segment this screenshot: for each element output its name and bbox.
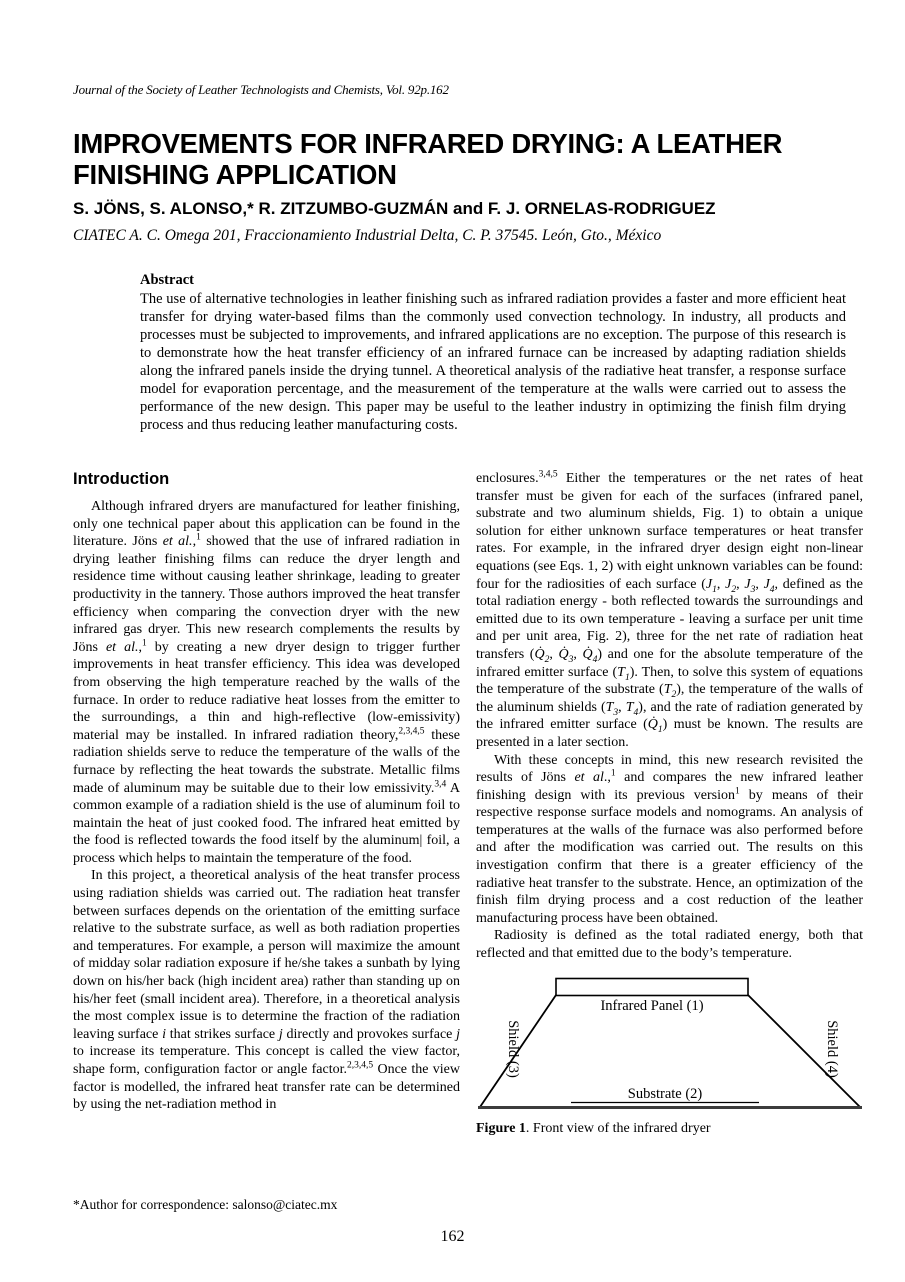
two-column-body (73, 470, 863, 1137)
substrate-label: Substrate (2) (627, 1085, 703, 1102)
left-column (73, 470, 460, 1137)
intro-paragraph-3: enclosures.$^{3,4,5}$ Either the temperatures or the net rates of heat transfer must be given for each of the surfaces (infrared panel, substrate and two aluminum shields, Fig. 1) to obtain a unique solution for either unknown surface temperatures or heat transfer rates. For example, in the infrared dryer design eight non-linear equations (see Eqs. 1, 2) with eight unknown variables can be found: four for the radiosities of each surface ($J_1$, $J_2$, $J_3$, $J_4$, defined as the total radiation energy - both reflected towards the surroundings and emitted due to its own temperature - leaving a surface per unit time and per unit area, Fig. 2), three for the net rate of radiation heat transfers ($Q̇_2$, $Q̇_3$, $Q̇_4$) and one for the absolute temperature of the infrared emitter surface $(T_1)$. Then, to solve this system of equations the temperature of the substrate $(T_2)$, the temperature of the walls of the aluminum shields ($T_3$, $T_4$), and the rate of radiation generated by the infrared emitter surface $(Q̇_1)$ must be known. The results are presented in a later section. (476, 469, 864, 750)
affiliation-line: CIATEC A. C. Omega 201, Fraccionamiento Industrial Delta, C. P. 37545. León, Gto., México (73, 227, 662, 244)
figure-1-diagram (476, 977, 864, 1117)
intro-paragraph-1: Although infrared dryers are manufactured for leather finishing, only one technical paper about this application can be found in the literature. Jöns et al.,$^1$ showed that the use of infrared radiation in drying leather finishing films can reduce the dryer length and residence time without causing leather shrinkage, leading to greater productivity in the tannery. Those authors improved the heat transfer efficiency when comparing the convection dryer with the new infrared gas dryer. This new research complements the results by Jöns et al.,$^1$ by creating a new dryer design to trigger further improvements in heat transfer efficiency. This idea was developed from observing the high temperature reached by the walls of the furnace. In order to reduce radiative heat losses from the emitter to the surroundings, a thin and high-reflective (low-emissivity) material may be installed. In infrared radiation theory,$^{2,3,4,5}$ these radiation shields serve to reduce the temperature of the walls of the furnace by reflecting the heat towards the substrate. Metallic films made of aluminum may be suitable due to their low emissivity.$^{3,4}$ A common example of a radiation shield is the use of aluminum foil to maintain the heat of just cooked food. The infrared heat emitted by the food is reflected towards the food itself by the aluminum| foil, a process which helps to maintain the temperature of the food. (73, 499, 461, 866)
abstract-text: The use of alternative technologies in leather finishing such as infrared radiation provides a faster and more efficient heat transfer for drying water-based films than the commonly used convection technology. In industry, all products and processes must be subjected to improvements, and infrared applications are no exception. The purpose of this research is to demonstrate how the heat transfer efficiency of an infrared furnace can be increased by adapting radiation shields along the infrared panels inside the drying tunnel. A theoretical analysis of the radiative heat transfer, a response surface model for evaporation percentage, and the measurement of the temperature at the walls were carried out to assess the performance of the new design. This paper may be useful to the leather industry in optimizing the finish film drying process and thus reducing leather manufacturing costs. (140, 291, 846, 433)
paper-title-line-2: FINISHING APPLICATION (73, 159, 397, 190)
infrared-panel-label: Infrared Panel (1) (600, 997, 704, 1014)
shield-right-label: Shield (4) (824, 1019, 840, 1078)
section-heading-introduction: Introduction (73, 470, 170, 488)
authors-line: S. JÖNS, S. ALONSO,* R. ZITZUMBO-GUZMÁN and F. J. ORNELAS-RODRIGUEZ (73, 199, 716, 218)
figure-1 (476, 977, 863, 1137)
figure-1-caption-text: . Front view of the infrared dryer (525, 1120, 711, 1136)
abstract-section (140, 272, 846, 434)
correspondence-footnote: *Author for correspondence: salonso@ciatec.mx (73, 1197, 338, 1212)
paper-title-line-1: IMPROVEMENTS FOR INFRARED DRYING: A LEATHER (73, 128, 783, 159)
shield-right-wall (748, 995, 860, 1107)
page-number: 162 (440, 1228, 465, 1245)
right-column (476, 470, 863, 1137)
infrared-panel-rect (556, 978, 748, 995)
figure-1-caption (476, 1121, 863, 1137)
abstract-heading: Abstract (140, 272, 194, 288)
intro-paragraph-2: In this project, a theoretical analysis of the heat transfer process using radiation shields was carried out. The radiation heat transfer between surfaces depends on the orientation of the emitting surface relative to the substrate surface, as well as both radiation properties and temperatures. For example, a person will maximize the amount of midday solar radiation exposure if he/she takes a sunbath by lying down on his/her back (high incident area) rather than standing up on his/her feet (small incident area). Therefore, in a theoretical analysis the most complex issue is to determine the fraction of the radiation leaving surface i that strikes surface j directly and provokes surface j to increase its temperature. This concept is called the view factor, shape form, configuration factor or angle factor.$^{2,3,4,5}$ Once the view factor is modelled, the infrared heat transfer rate can be determined by using the net-radiation method in (73, 868, 460, 1113)
intro-paragraph-4: With these concepts in mind, this new research revisited the results of Jöns et al.,$^1$ and compares the new infrared leather finishing design with its previous version$^1$ by means of their respective response surface models and nomograms. An analysis of temperatures at the walls of the furnace was also performed before and after the modification was carried out. The results on this investigation confirm that there is a greater efficiency of the radiative heat transfer to the substrate. Hence, an optimization of the finish film drying process and a cost reduction of the leather manufacturing process have been obtained. (476, 752, 863, 926)
figure-1-caption-number: Figure 1 (476, 1120, 526, 1136)
journal-header: Journal of the Society of Leather Technologists and Chemists, Vol. 92p.162 (73, 82, 449, 97)
shield-left-label: Shield (3) (505, 1019, 521, 1078)
paper-title (73, 128, 873, 190)
intro-paragraph-5: Radiosity is defined as the total radiated energy, both that reflected and that emitted due to the body’s temperature. (476, 928, 863, 962)
